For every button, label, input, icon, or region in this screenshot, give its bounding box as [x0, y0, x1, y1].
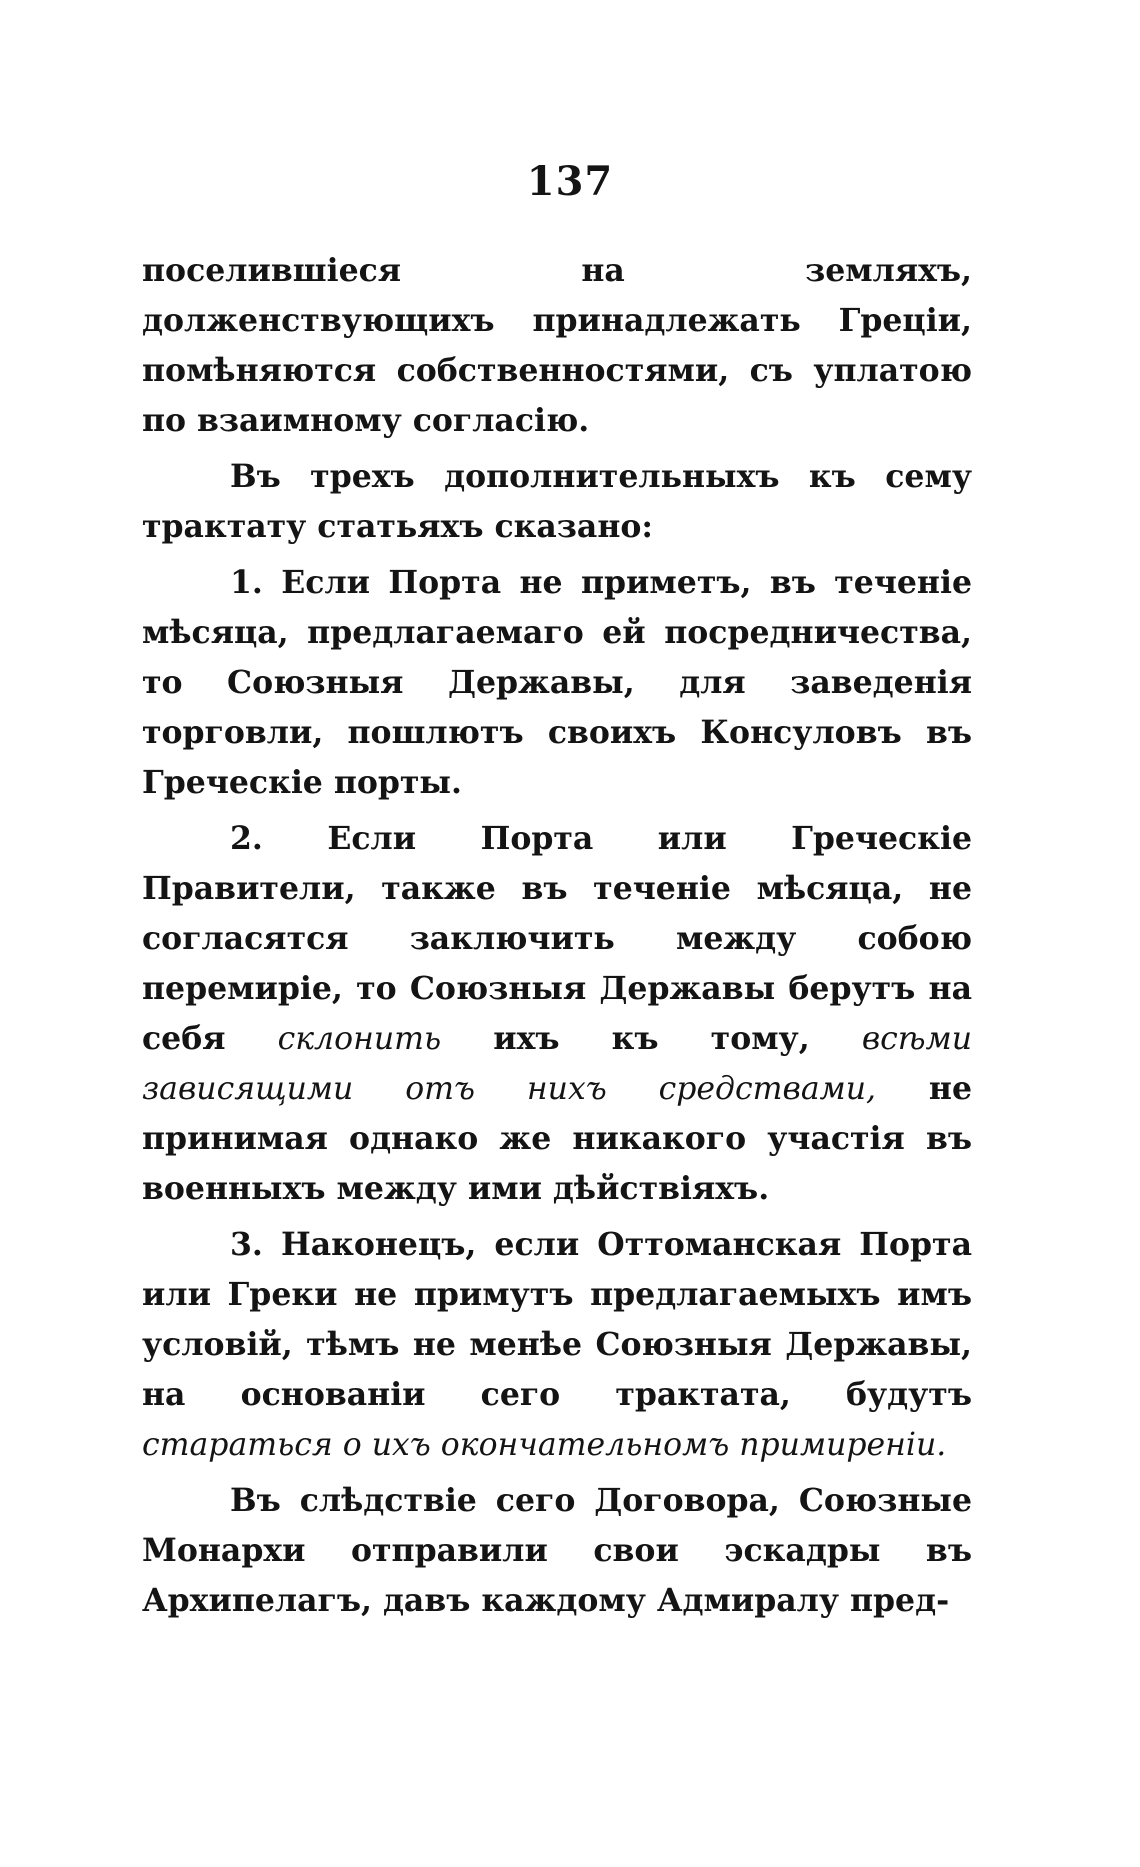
- text-segment: ихъ къ тому,: [441, 1020, 862, 1057]
- text-column: [142, 246, 972, 1632]
- paragraph-1: [142, 246, 972, 446]
- article-3: [142, 1220, 972, 1470]
- page-number: 137: [526, 158, 614, 205]
- paragraph-final: [142, 1476, 972, 1626]
- text-segment: не принимая однако же никакого участія въ военныхъ между ими дѣйствіяхъ.: [142, 1070, 972, 1207]
- article-1: [142, 558, 972, 808]
- italic-segment: склонить: [277, 1021, 442, 1057]
- italic-segment: стараться о ихъ окончательномъ примиреніи.: [142, 1427, 947, 1463]
- text-segment: Въ слѣдствіе сего Договора, Союзные Монархи отправили свои эскадры въ Архипелагъ, давъ каждому Адмиралу пред-: [142, 1482, 972, 1619]
- text-segment: 2. Если Порта или Греческіе Правители, также въ теченіе мѣсяца, не согласятся заключить между собою перемиріе, то Союзныя Державы берутъ на себя: [142, 820, 972, 1057]
- article-2: [142, 814, 972, 1214]
- italic-segment: всѣми зависящими отъ нихъ средствами,: [142, 1021, 972, 1107]
- text-segment: 1. Если Порта не приметъ, въ теченіе мѣсяца, предлагаемаго ей посредничества, то Союзныя Державы, для заведенія торговли, пошлютъ своихъ Консуловъ въ Греческіе порты.: [142, 564, 972, 801]
- text-segment: 3. Наконецъ, если Оттоманская Порта или Греки не примутъ предлагаемыхъ имъ условій, тѣмъ не менѣе Союзныя Державы, на основаніи сего трактата, будутъ: [142, 1226, 972, 1413]
- paragraph-2: [142, 452, 972, 552]
- text-segment: Въ трехъ дополнительныхъ къ сему трактату статьяхъ сказано:: [142, 458, 972, 545]
- text-segment: поселившіеся на земляхъ, долженствующихъ принадлежать Греціи, помѣняются собственностями, съ уплатою по взаимному согласію.: [142, 252, 972, 439]
